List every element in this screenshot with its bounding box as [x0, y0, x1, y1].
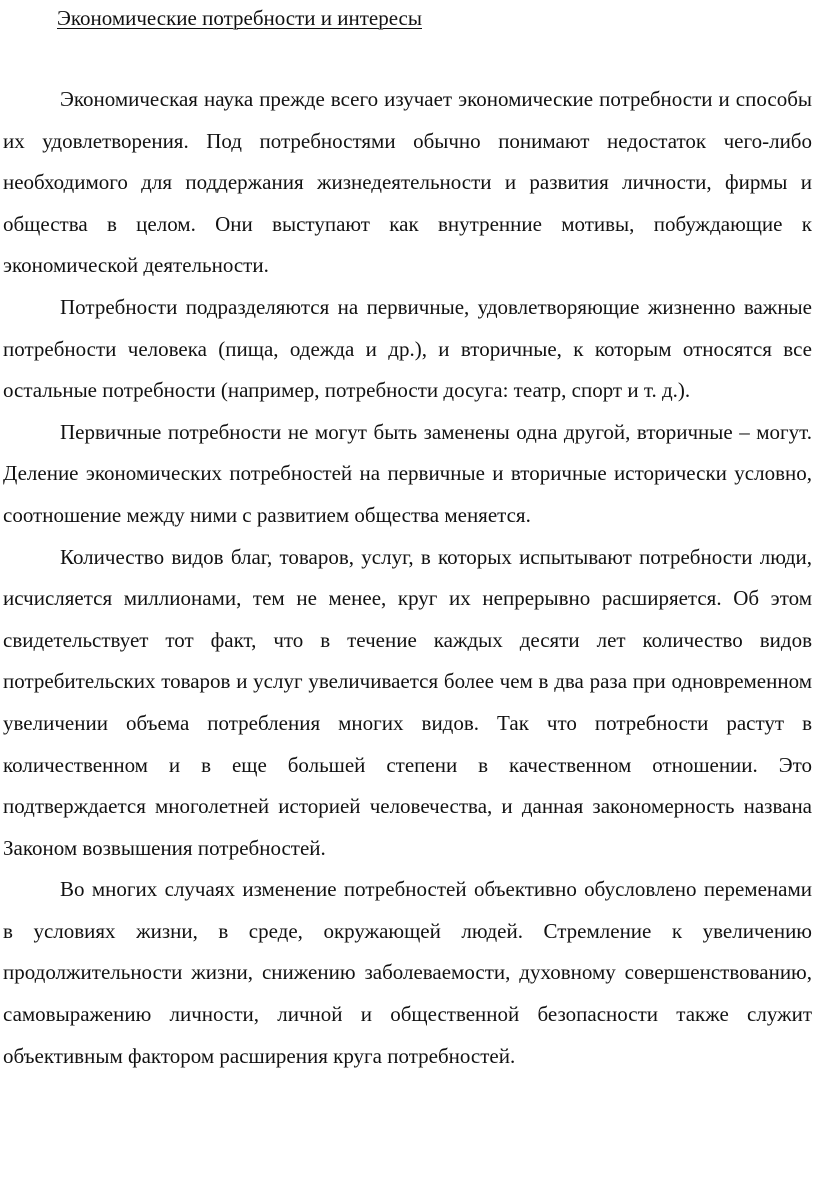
paragraph-4: Количество видов благ, товаров, услуг, в которых испытывают потребности люди, исчисляется миллионами, тем не менее, круг их непрерывно расширяется. Об этом свидетельствует тот факт, что в течение каждых десяти лет количество видов потребительских товаров и услуг увеличивается более чем в два раза при одновременном увеличении объема потребления многих видов. Так что потребности растут в количественном и в еще большей степени в качественном отношении. Это подтверждается многолетней историей человечества, и данная закономерность названа Законом возвышения потребностей. — [3, 544, 812, 860]
paragraph-2: Потребности подразделяются на первичные, удовлетворяющие жизненно важные потребности человека (пища, одежда и др.), и вторичные, к которым относятся все остальные потребности (например, потребности досуга: театр, спорт и т. д.). — [3, 294, 812, 403]
paragraph-5: Во многих случаях изменение потребностей объективно обусловлено переменами в условиях жизни, в среде, окружающей людей. Стремление к увеличению продолжительности жизни, снижению заболеваемости, духовному совершенствованию, самовыражению личности, личной и общественной безопасности также служит объективным фактором расширения круга потребностей. — [3, 877, 812, 1068]
paragraph-1: Экономическая наука прежде всего изучает экономические потребности и способы их удовлетворения. Под потребностями обычно понимают недостаток чего-либо необходимого для поддержания жизнедеятельности и развития личности, фирмы и общества в целом. Они выступают как внутренние мотивы, побуждающие к экономической деятельности. — [3, 87, 812, 278]
paragraph-3: Первичные потребности не могут быть заменены одна другой, вторичные – могут. Деление экономических потребностей на первичные и вторичные исторически условно, соотношение между ними с развитием общества меняется. — [3, 419, 812, 527]
document-title: Экономические потребности и интересы — [57, 6, 422, 30]
title-spacer — [3, 39, 812, 79]
